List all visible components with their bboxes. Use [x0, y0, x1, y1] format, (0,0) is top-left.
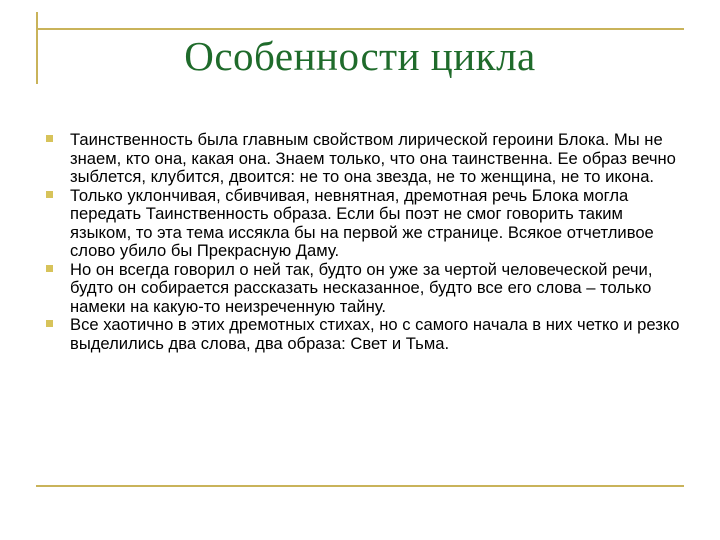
decorative-top-rule — [36, 28, 684, 30]
bullet-item — [44, 187, 684, 261]
bullet-text: Таинственность была главным свойством лирической героини Блока. Мы не знаем, кто она, какая она. Знаем только, что она таинственна. Ее образ вечно зыблется, клубится, двоится: не то она звезда, не то женщина, не то икона. — [70, 130, 676, 186]
bullet-text: Все хаотично в этих дремотных стихах, но с самого начала в них четко и резко выделились два слова, два образа: Свет и Тьма. — [70, 315, 680, 353]
bullet-item — [44, 316, 684, 353]
bullet-square-icon — [46, 265, 53, 272]
bullet-square-icon — [46, 191, 53, 198]
bullet-list — [44, 131, 684, 353]
bullet-text: Только уклончивая, сбивчивая, невнятная, дремотная речь Блока могла передать Таинственность образа. Если бы поэт не смог говорить таким языком, то эта тема иссякла бы на первой же странице. Всякое отчетливое слово убило бы Прекрасную Даму. — [70, 185, 654, 260]
bullet-item — [44, 261, 684, 317]
bullet-square-icon — [46, 135, 53, 142]
bullet-item — [44, 131, 684, 187]
decorative-bottom-rule — [36, 485, 684, 487]
slide-title: Особенности цикла — [184, 33, 536, 79]
bullet-square-icon — [46, 320, 53, 327]
bullet-text: Но он всегда говорил о ней так, будто он уже за чертой человеческой речи, будто он собирается рассказать несказанное, будто все его слова – только намеки на какую-то неизреченную тайну. — [70, 259, 653, 316]
